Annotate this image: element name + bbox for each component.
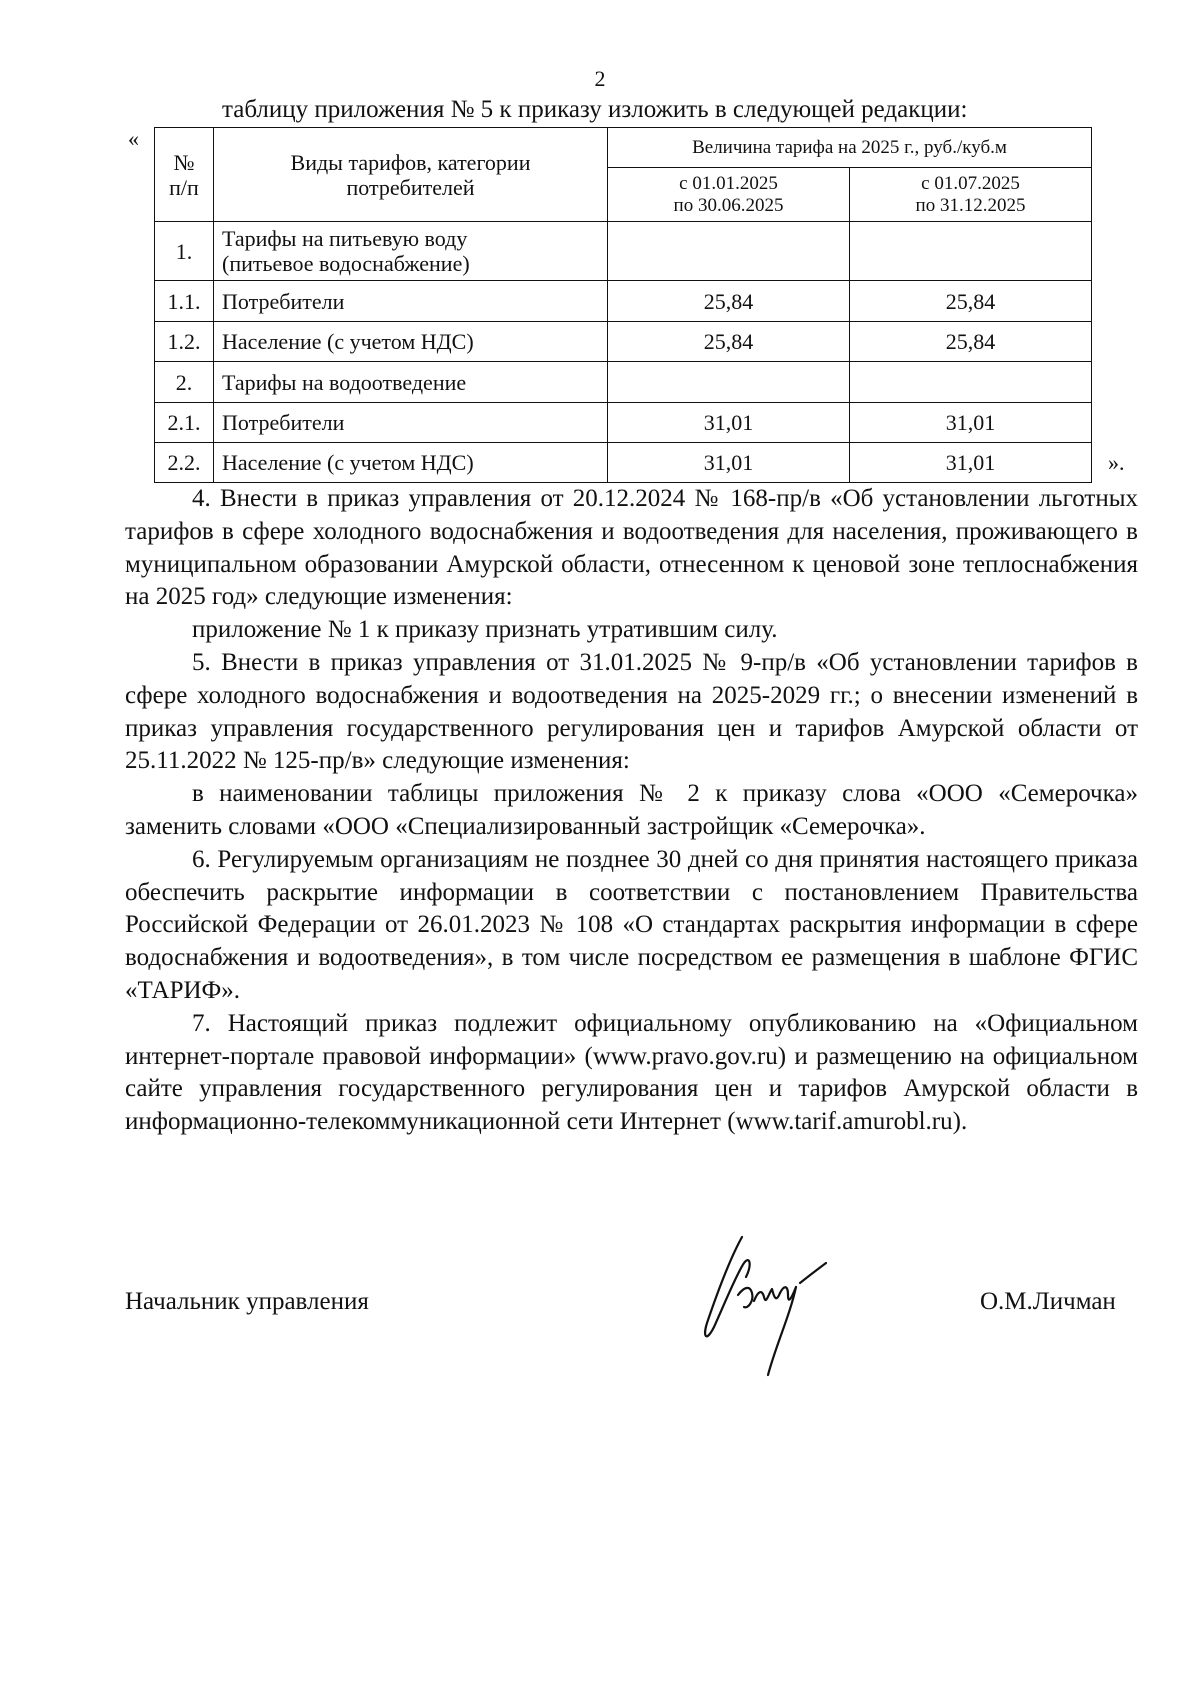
row-number: 1.2. bbox=[155, 322, 214, 362]
paragraph-4: 4. Внести в приказ управления от 20.12.2024 № 168-пр/в «Об установлении льготных тарифов в сфере холодного водоснабжения и водоотведения для населения, проживающего в муниципальном образовании Амурской области, отнесенном к ценовой зоне теплоснабжения на 2025 год» следующие изменения: bbox=[125, 485, 1138, 611]
row-name-line2: (питьевое водоснабжение) bbox=[222, 251, 470, 276]
row-name-line1: Тарифы на питьевую воду bbox=[222, 226, 468, 251]
closing-quote: ». bbox=[1108, 450, 1125, 475]
tariff-table bbox=[154, 127, 1092, 483]
row-value-1: 31,01 bbox=[608, 443, 850, 483]
row-name: Население (с учетом НДС) bbox=[214, 322, 608, 362]
paragraph-5-sub: в наименовании таблицы приложения № 2 к приказу слова «ООО «Семерочка» заменить словами «ООО «Специализированный застройщик «Семерочка». bbox=[125, 780, 1138, 840]
page-number: 2 bbox=[594, 66, 606, 91]
table-row bbox=[155, 443, 1092, 483]
header-tariff-value: Величина тарифа на 2025 г., руб./куб.м bbox=[608, 128, 1092, 168]
row-value-2: 31,01 bbox=[850, 443, 1092, 483]
header-period-1 bbox=[608, 168, 850, 222]
row-number: 1. bbox=[155, 222, 214, 281]
row-number: 2.1. bbox=[155, 403, 214, 443]
signatory-position: Начальник управления bbox=[125, 1288, 369, 1315]
table-row bbox=[155, 281, 1092, 322]
row-value-1: 25,84 bbox=[608, 281, 850, 322]
row-number: 2.2. bbox=[155, 443, 214, 483]
row-number: 2. bbox=[155, 362, 214, 403]
table-row bbox=[155, 362, 1092, 403]
row-value-2: 25,84 bbox=[850, 322, 1092, 362]
period-1-start: с 01.01.2025 bbox=[679, 172, 778, 194]
table-intro-text: таблицу приложения № 5 к приказу изложить в следующей редакции: bbox=[222, 96, 968, 123]
table-row bbox=[155, 322, 1092, 362]
period-2-end: по 31.12.2025 bbox=[915, 194, 1026, 216]
row-value-1 bbox=[608, 222, 850, 281]
header-period-2 bbox=[850, 168, 1092, 222]
row-name: Тарифы на водоотведение bbox=[214, 362, 608, 403]
paragraph-4-sub: приложение № 1 к приказу признать утратившим силу. bbox=[192, 616, 778, 644]
signatory-name: О.М.Личман bbox=[980, 1288, 1116, 1315]
table-row bbox=[155, 222, 1092, 281]
row-value-2 bbox=[850, 362, 1092, 403]
row-value-2: 25,84 bbox=[850, 281, 1092, 322]
row-name bbox=[214, 222, 608, 281]
handwritten-signature-icon bbox=[680, 1225, 840, 1390]
table-row bbox=[155, 403, 1092, 443]
header-number bbox=[155, 128, 214, 222]
paragraph-7: 7. Настоящий приказ подлежит официальному опубликованию на «Официальном интернет-портале правовой информации» (www.pravo.gov.ru) и размещению на официальном сайте управления государственного регулирования цен и тарифов Амурской области в информационно-телекоммуникационной сети Интернет (www.tarif.amurobl.ru). bbox=[125, 1009, 1138, 1136]
paragraph-5: 5. Внести в приказ управления от 31.01.2025 № 9-пр/в «Об установлении тарифов в сфере холодного водоснабжения и водоотведения на 2025-2029 гг.; о внесении изменений в приказ управления государственного регулирования цен и тарифов Амурской области от 25.11.2022 № 125-пр/в» следующие изменения: bbox=[125, 648, 1138, 775]
row-name: Потребители bbox=[214, 281, 608, 322]
row-value-2: 31,01 bbox=[850, 403, 1092, 443]
header-number-line1: № bbox=[173, 149, 195, 175]
row-number: 1.1. bbox=[155, 281, 214, 322]
row-name: Население (с учетом НДС) bbox=[214, 443, 608, 483]
header-number-line2: п/п bbox=[169, 174, 199, 200]
header-tariff-type-line1: Виды тарифов, категории bbox=[290, 149, 531, 175]
header-tariff-type bbox=[214, 128, 608, 222]
row-name: Потребители bbox=[214, 403, 608, 443]
row-value-2 bbox=[850, 222, 1092, 281]
period-1-end: по 30.06.2025 bbox=[673, 194, 784, 216]
period-2-start: с 01.07.2025 bbox=[921, 172, 1020, 194]
document-body bbox=[125, 483, 1138, 1139]
row-value-1: 25,84 bbox=[608, 322, 850, 362]
row-value-1: 31,01 bbox=[608, 403, 850, 443]
row-value-1 bbox=[608, 362, 850, 403]
header-tariff-type-line2: потребителей bbox=[346, 174, 475, 200]
opening-quote: « bbox=[128, 126, 139, 151]
paragraph-6: 6. Регулируемым организациям не позднее 30 дней со дня принятия настоящего приказа обеспечить раскрытие информации в соответствии с постановлением Правительства Российской Федерации от 26.01.2023 № 108 «О стандартах раскрытия информации в сфере водоснабжения и водоотведения», в том числе посредством ее размещения в шаблоне ФГИС «ТАРИФ». bbox=[125, 845, 1138, 1004]
